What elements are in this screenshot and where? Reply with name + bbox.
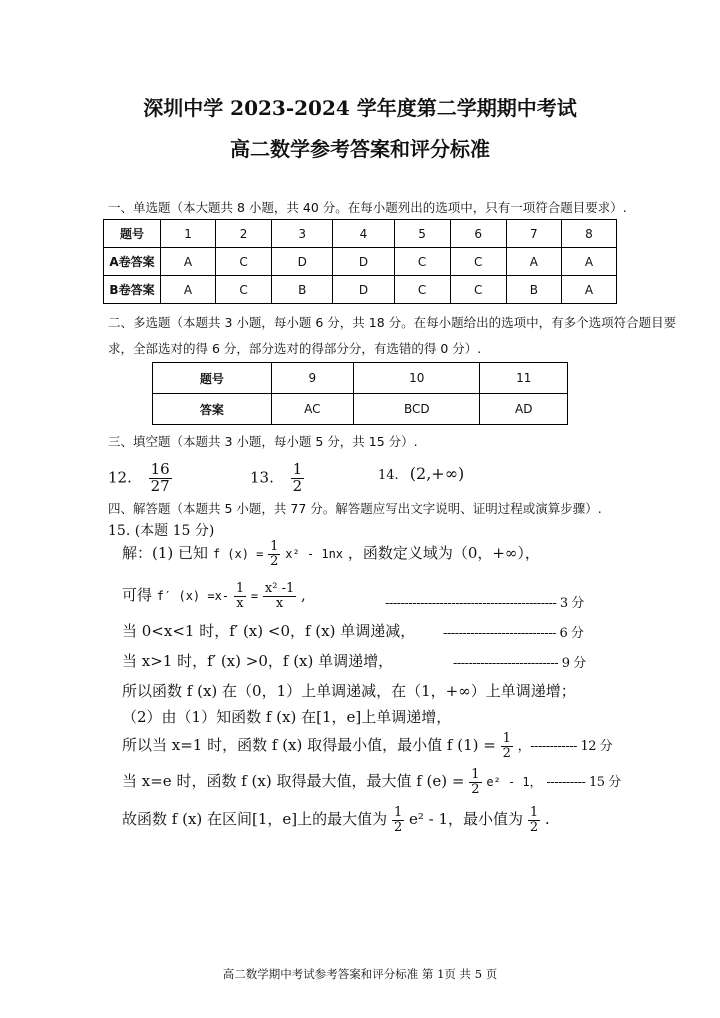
half-fraction: $\frac{1}{2}$ bbox=[502, 731, 511, 761]
table-cell: A bbox=[561, 248, 616, 276]
table-cell: D bbox=[333, 248, 394, 276]
score-marker: -------------------------------------------- 3 分 bbox=[385, 596, 584, 611]
table-cell: C bbox=[394, 276, 450, 304]
solution-text: e² - 1，最小值为 bbox=[409, 810, 524, 829]
formula-text: x² - 1nx bbox=[285, 547, 344, 562]
q12-answer bbox=[108, 462, 172, 495]
solution-line-6: （2）由（1）知函数 f (x) 在[1，e]上单调递增， bbox=[122, 708, 452, 726]
score-marker: ，------------ 12 分 bbox=[517, 739, 613, 755]
solution-text: 所以当 x=1 时，函数 f (x) 取得最小值，最小值 f (1) = bbox=[122, 736, 496, 755]
table-cell: A bbox=[161, 276, 216, 304]
multi-choice-answer-table bbox=[152, 362, 568, 425]
table-cell: C bbox=[450, 248, 506, 276]
solution-text: 故函数 f (x) 在区间[1，e]上的最大值为 bbox=[122, 810, 388, 829]
q14-answer bbox=[378, 464, 464, 483]
solution-line-7 bbox=[122, 732, 612, 760]
formula-text: f′ (x) =x- bbox=[156, 589, 230, 604]
table-cell: 10 bbox=[354, 363, 480, 394]
table-cell: A bbox=[506, 248, 561, 276]
table-cell: 题号 bbox=[153, 363, 272, 394]
table-row bbox=[104, 276, 617, 304]
solution-line-9: 故函数 f (x) 在区间[1，e]上的最大值为 $\frac{1}{2}$ e² - 1，最小值为 $\frac{1}{2}$ . bbox=[122, 805, 550, 835]
table-cell: 6 bbox=[450, 220, 506, 248]
q14-number: 14. bbox=[378, 468, 399, 483]
solution-text: 可得 bbox=[122, 586, 153, 605]
table-cell: 3 bbox=[272, 220, 333, 248]
table-cell: C bbox=[216, 248, 272, 276]
solution-text: ，函数定义域为（0，+∞）， bbox=[347, 544, 540, 563]
table-cell: 7 bbox=[506, 220, 561, 248]
document-subtitle: 高二数学参考答案和评分标准 bbox=[230, 137, 490, 161]
table-cell: 2 bbox=[216, 220, 272, 248]
table-row bbox=[153, 363, 568, 394]
table-cell: 4 bbox=[333, 220, 394, 248]
table-cell: 9 bbox=[271, 363, 353, 394]
q13-number: 13. bbox=[250, 468, 274, 487]
derivative-fraction: $\frac{\text{x² -1}}{x}$ bbox=[264, 581, 295, 611]
half-fraction: $\frac{1}{2}$ bbox=[471, 767, 480, 797]
table-cell: 答案 bbox=[153, 394, 272, 425]
table-cell: C bbox=[450, 276, 506, 304]
table-cell: D bbox=[272, 248, 333, 276]
table-cell: C bbox=[394, 248, 450, 276]
solution-line-8 bbox=[122, 768, 621, 796]
table-cell: 1 bbox=[161, 220, 216, 248]
table-cell: C bbox=[216, 276, 272, 304]
table-cell: 8 bbox=[561, 220, 616, 248]
table-cell: BCD bbox=[354, 394, 480, 425]
table-cell: 5 bbox=[394, 220, 450, 248]
q12-number: 12. bbox=[108, 468, 132, 487]
q13-denominator: 2 bbox=[292, 476, 303, 495]
solution-line-1 bbox=[122, 540, 540, 568]
table-cell: B bbox=[272, 276, 333, 304]
solution-text: 解：(1) 已知 bbox=[122, 544, 209, 563]
formula-text: e² - 1， bbox=[486, 775, 542, 790]
solution-line-4: 当 x>1 时，f′ (x) >0，f (x) 单调递增， bbox=[122, 652, 394, 670]
document-title: 深圳中学 2023-2024 学年度第二学期期中考试 bbox=[143, 96, 577, 120]
single-choice-answer-table bbox=[103, 219, 617, 304]
table-cell: AC bbox=[271, 394, 353, 425]
half-fraction: $\frac{1}{2}$ bbox=[529, 805, 539, 835]
table-row bbox=[104, 220, 617, 248]
q13-fraction bbox=[291, 462, 305, 495]
formula-text: f (x) = bbox=[212, 547, 264, 562]
q12-fraction bbox=[149, 462, 172, 495]
q13-answer bbox=[250, 462, 304, 495]
page-footer: 高二数学期中考试参考答案和评分标准 第 1页 共 5 页 bbox=[222, 967, 498, 981]
q14-interval: (2,+∞) bbox=[409, 464, 465, 483]
q13-numerator: 1 bbox=[292, 460, 303, 478]
score-marker: ----------------------------- 6 分 bbox=[443, 626, 584, 641]
score-marker: ---------- 15 分 bbox=[546, 775, 621, 791]
question15-title: 15. (本题 15 分) bbox=[108, 523, 215, 539]
section2-heading-line2: 求，全部选对的得 6 分，部分选对的得部分分，有选错的得 0 分）. bbox=[108, 341, 482, 356]
section4-heading: 四、解答题（本题共 5 小题，共 77 分。解答题应写出文字说明、证明过程或演算步骤）. bbox=[108, 501, 602, 516]
section2-heading-line1: 二、多选题（本题共 3 小题，每小题 6 分，共 18 分。在每小题给出的选项中，有多个选项符合题目要 bbox=[108, 315, 677, 330]
section1-heading: 一、单选题（本大题共 8 小题，共 40 分。在每小题列出的选项中，只有一项符合题目要求）. bbox=[108, 200, 627, 215]
score-marker: --------------------------- 9 分 bbox=[453, 656, 586, 671]
table-cell: 11 bbox=[480, 363, 568, 394]
table-row bbox=[104, 248, 617, 276]
q12-denominator: 27 bbox=[150, 476, 170, 495]
one-over-x-fraction: $\frac{1}{x}$ bbox=[235, 581, 245, 611]
table-cell: B卷答案 bbox=[104, 276, 161, 304]
table-row bbox=[153, 394, 568, 425]
half-fraction: $\frac{1}{2}$ bbox=[270, 539, 279, 569]
table-cell: A卷答案 bbox=[104, 248, 161, 276]
solution-text: 当 x=e 时，函数 f (x) 取得最大值，最大值 f (e) = bbox=[122, 772, 465, 791]
solution-line-2: 可得 f′ (x) =x- $\frac{1}{x}$ = $\frac{\text{x² -1}}{x}$ , bbox=[122, 581, 306, 611]
q12-numerator: 16 bbox=[150, 460, 170, 478]
table-cell: AD bbox=[480, 394, 568, 425]
section3-heading: 三、填空题（本题共 3 小题，每小题 5 分，共 15 分）. bbox=[108, 434, 418, 449]
solution-line-5: 所以函数 f (x) 在（0，1）上单调递减，在（1，+∞）上单调递增； bbox=[122, 682, 576, 700]
table-cell: 题号 bbox=[104, 220, 161, 248]
solution-line-3: 当 0<x<1 时，f′ (x) <0，f (x) 单调递减， bbox=[122, 622, 416, 640]
table-cell: A bbox=[161, 248, 216, 276]
table-cell: D bbox=[333, 276, 394, 304]
half-fraction: $\frac{1}{2}$ bbox=[393, 805, 403, 835]
table-cell: A bbox=[561, 276, 616, 304]
table-cell: B bbox=[506, 276, 561, 304]
